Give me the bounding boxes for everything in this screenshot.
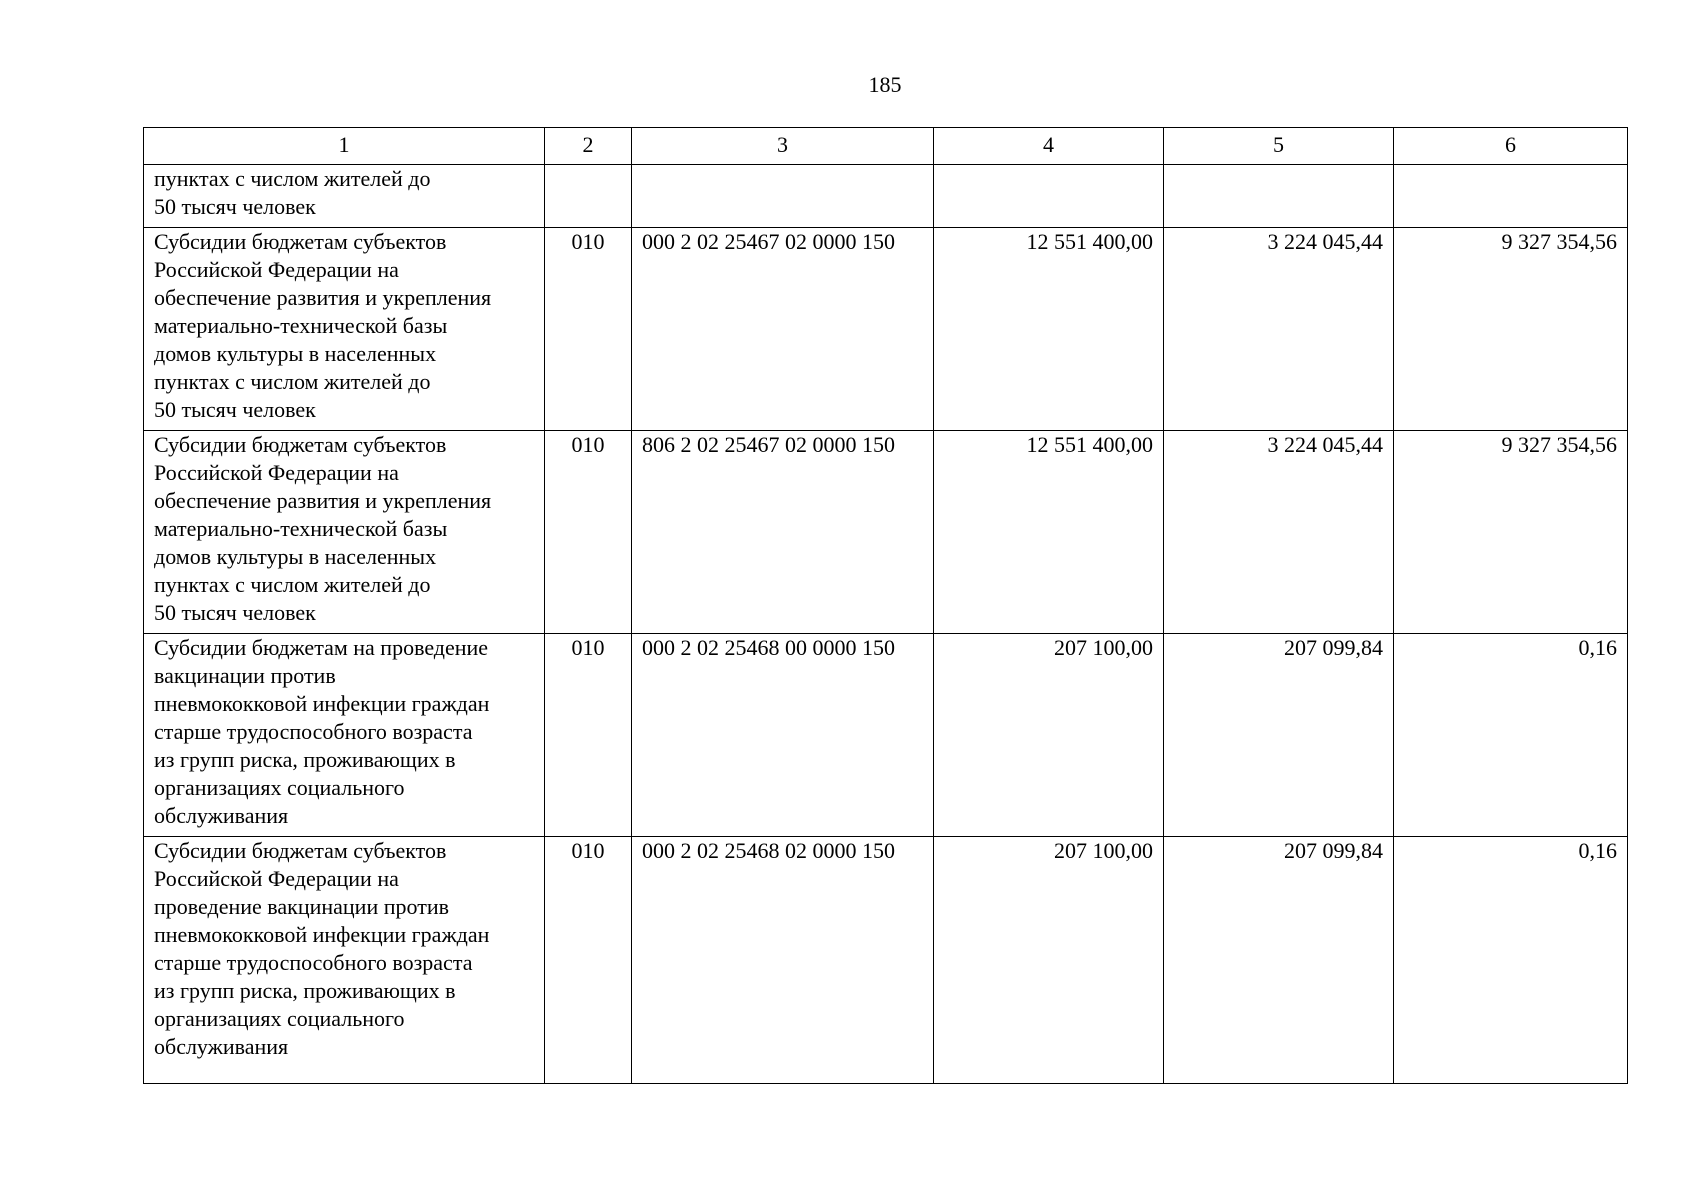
description-line: организациях социального	[154, 775, 405, 800]
row-description	[144, 431, 545, 634]
row-kbk: 000 2 02 25468 02 0000 150	[632, 837, 934, 1084]
description-line: организациях социального	[154, 1006, 405, 1031]
description-line: проведение вакцинации против	[154, 894, 449, 919]
row-remainder	[1394, 165, 1628, 228]
row-executed	[1164, 165, 1394, 228]
description-line: старше трудоспособного возраста	[154, 950, 473, 975]
row-plan: 207 100,00	[934, 837, 1164, 1084]
description-line: пневмококковой инфекции граждан	[154, 922, 490, 947]
column-header-6: 6	[1394, 128, 1628, 165]
row-executed: 207 099,84	[1164, 634, 1394, 837]
description-line: материально-технической базы	[154, 516, 448, 541]
row-remainder: 0,16	[1394, 634, 1628, 837]
description-line: обеспечение развития и укрепления	[154, 285, 492, 310]
description-line: пунктах с числом жителей до	[154, 166, 431, 191]
row-code: 010	[545, 837, 632, 1084]
description-line: Субсидии бюджетам на проведение	[154, 635, 489, 660]
row-executed: 3 224 045,44	[1164, 431, 1394, 634]
page-number: 185	[868, 72, 902, 97]
table-row	[144, 165, 1628, 228]
description-line: домов культуры в населенных	[154, 544, 437, 569]
description-line: старше трудоспособного возраста	[154, 719, 473, 744]
row-kbk: 000 2 02 25467 02 0000 150	[632, 228, 934, 431]
row-remainder: 9 327 354,56	[1394, 228, 1628, 431]
description-line: Субсидии бюджетам субъектов	[154, 229, 447, 254]
description-line: обслуживания	[154, 1034, 289, 1059]
description-line: Субсидии бюджетам субъектов	[154, 432, 447, 457]
description-line: вакцинации против	[154, 663, 336, 688]
description-line: из групп риска, проживающих в	[154, 978, 456, 1003]
description-line: 50 тысяч человек	[154, 600, 316, 625]
description-line: Российской Федерации на	[154, 257, 399, 282]
row-code: 010	[545, 634, 632, 837]
row-description	[144, 165, 545, 228]
description-line: домов культуры в населенных	[154, 341, 437, 366]
row-plan: 12 551 400,00	[934, 431, 1164, 634]
description-line: пунктах с числом жителей до	[154, 572, 431, 597]
description-line: Российской Федерации на	[154, 866, 399, 891]
description-line: 50 тысяч человек	[154, 397, 316, 422]
description-line: пунктах с числом жителей до	[154, 369, 431, 394]
column-header-2: 2	[545, 128, 632, 165]
column-header-3: 3	[632, 128, 934, 165]
row-remainder: 9 327 354,56	[1394, 431, 1628, 634]
row-executed: 3 224 045,44	[1164, 228, 1394, 431]
table-row	[144, 837, 1628, 1084]
row-code: 010	[545, 431, 632, 634]
row-executed: 207 099,84	[1164, 837, 1394, 1084]
description-line: Российской Федерации на	[154, 460, 399, 485]
row-description	[144, 634, 545, 837]
row-plan: 12 551 400,00	[934, 228, 1164, 431]
row-kbk	[632, 165, 934, 228]
description-line: обслуживания	[154, 803, 289, 828]
table-row	[144, 431, 1628, 634]
description-line: из групп риска, проживающих в	[154, 747, 456, 772]
description-line: обеспечение развития и укрепления	[154, 488, 492, 513]
row-code	[545, 165, 632, 228]
row-description	[144, 228, 545, 431]
table-header-row	[144, 128, 1628, 165]
column-header-1: 1	[144, 128, 545, 165]
description-line: пневмококковой инфекции граждан	[154, 691, 490, 716]
column-header-5: 5	[1164, 128, 1394, 165]
description-line: материально-технической базы	[154, 313, 448, 338]
table-row	[144, 634, 1628, 837]
column-header-4: 4	[934, 128, 1164, 165]
budget-table	[143, 127, 1628, 1084]
row-description	[144, 837, 545, 1084]
row-plan	[934, 165, 1164, 228]
row-kbk: 806 2 02 25467 02 0000 150	[632, 431, 934, 634]
description-line: 50 тысяч человек	[154, 194, 316, 219]
row-plan: 207 100,00	[934, 634, 1164, 837]
description-line: Субсидии бюджетам субъектов	[154, 838, 447, 863]
row-remainder: 0,16	[1394, 837, 1628, 1084]
row-code: 010	[545, 228, 632, 431]
row-kbk: 000 2 02 25468 00 0000 150	[632, 634, 934, 837]
table-row	[144, 228, 1628, 431]
